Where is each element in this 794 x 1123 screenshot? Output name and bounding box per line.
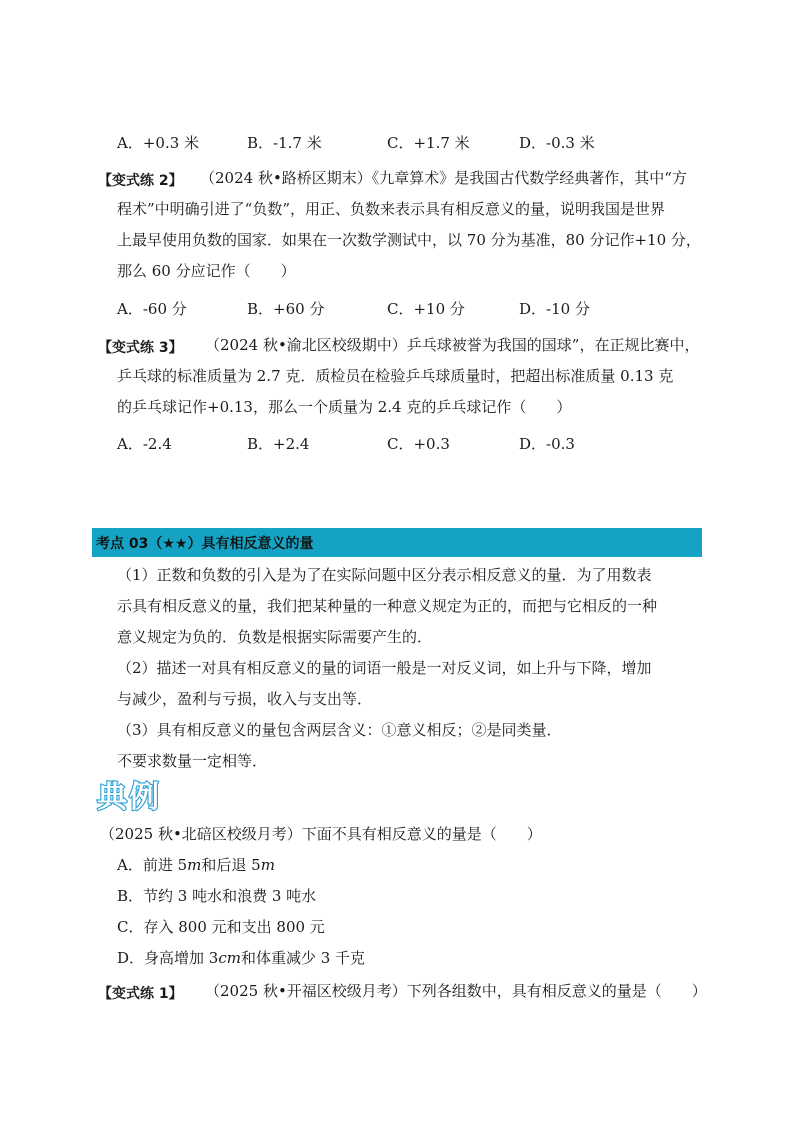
section-header-bar	[92, 528, 702, 557]
example-option-a-unit-2: m	[260, 856, 275, 874]
example-option-d-unit: cm	[218, 949, 241, 967]
point-2-line-2: 与减少，盈利与亏损，收入与支出等．	[117, 690, 373, 708]
q1-option-d: D．-0.3 米	[519, 134, 595, 152]
ex3-label: 【变式练 3】	[98, 340, 183, 356]
section-title: 考点 03（★★）具有相反意义的量	[96, 536, 314, 552]
ex2-line-3: 上最早使用负数的国家．如果在一次数学测试中，以 70 分为基准，80 分记作+10 分，	[117, 231, 701, 249]
example-badge	[95, 776, 167, 814]
ex2-line-2: 程术”中明确引进了“负数”，用正、负数来表示具有相反意义的量，说明我国是世界	[117, 200, 666, 218]
ex3-line-2: 乒乓球的标准质量为 2.7 克．质检员在检验乒乓球质量时，把超出标准质量 0.13 克	[117, 367, 674, 385]
q1-option-a: A．+0.3 米	[117, 134, 200, 152]
point-1-line-1: （1）正数和负数的引入是为了在实际问题中区分表示相反意义的量．为了用数表	[117, 566, 652, 584]
example-stem: （2025 秋•北碚区校级月考）下面不具有相反意义的量是（ ）	[100, 825, 542, 843]
ex3-line-3: 的乒乓球记作+0.13，那么一个质量为 2.4 克的乒乓球记作（ ）	[117, 398, 572, 416]
point-1-line-3: 意义规定为负的．负数是根据实际需要产生的．	[117, 628, 433, 646]
example-option-a-unit-1: m	[187, 856, 202, 874]
ex2-option-a: A．-60 分	[117, 300, 187, 318]
ex3-option-a: A．-2.4	[117, 435, 172, 453]
example-option-a-mid: 和后退 5	[201, 856, 261, 874]
example-option-b: B．节约 3 吨水和浪费 3 吨水	[117, 887, 317, 905]
ex2-label: 【变式练 2】	[98, 173, 183, 189]
point-2-line-1: （2）描述一对具有相反意义的量的词语一般是一对反义词，如上升与下降，增加	[117, 659, 652, 677]
ex2-line-1: （2024 秋•路桥区期末）《九章算术》是我国古代数学经典著作，其中“方	[200, 169, 687, 187]
ex3-line-1: （2024 秋•渝北区校级期中）乒乓球被誉为我国的国球”，在正规比赛中，	[205, 336, 700, 354]
example-option-d-post: 和体重减少 3 千克	[240, 949, 366, 967]
example-option-d-pre: D．身高增加 3	[117, 949, 219, 967]
ex3-option-b: B．+2.4	[247, 435, 310, 453]
example-option-a	[117, 855, 275, 875]
point-3-line-1: （3）具有相反意义的量包含两层含义：①意义相反；②是同类量．	[117, 721, 562, 739]
ex3-option-d: D．-0.3	[519, 435, 575, 453]
ex2-option-b: B．+60 分	[247, 300, 325, 318]
point-3-line-2: 不要求数量一定相等．	[117, 752, 268, 770]
example-option-d	[117, 948, 365, 968]
q1-option-c: C．+1.7 米	[387, 134, 470, 152]
example-option-a-pre: A．前进 5	[117, 856, 188, 874]
point-1-line-2: 示具有相反意义的量，我们把某种量的一种意义规定为正的，而把与它相反的一种	[117, 597, 658, 615]
ex2-option-c: C．+10 分	[387, 300, 465, 318]
example-option-c: C．存入 800 元和支出 800 元	[117, 918, 325, 936]
ex1b-label: 【变式练 1】	[98, 986, 183, 1002]
q1-option-b: B．-1.7 米	[247, 134, 322, 152]
ex1b-line-1: （2025 秋•开福区校级月考）下列各组数中，具有相反意义的量是（ ）	[205, 982, 707, 1000]
example-badge-text: 典例	[97, 780, 161, 814]
ex2-option-d: D．-10 分	[519, 300, 590, 318]
ex3-option-c: C．+0.3	[387, 435, 450, 453]
ex2-line-4: 那么 60 分应记作（ ）	[117, 262, 296, 280]
